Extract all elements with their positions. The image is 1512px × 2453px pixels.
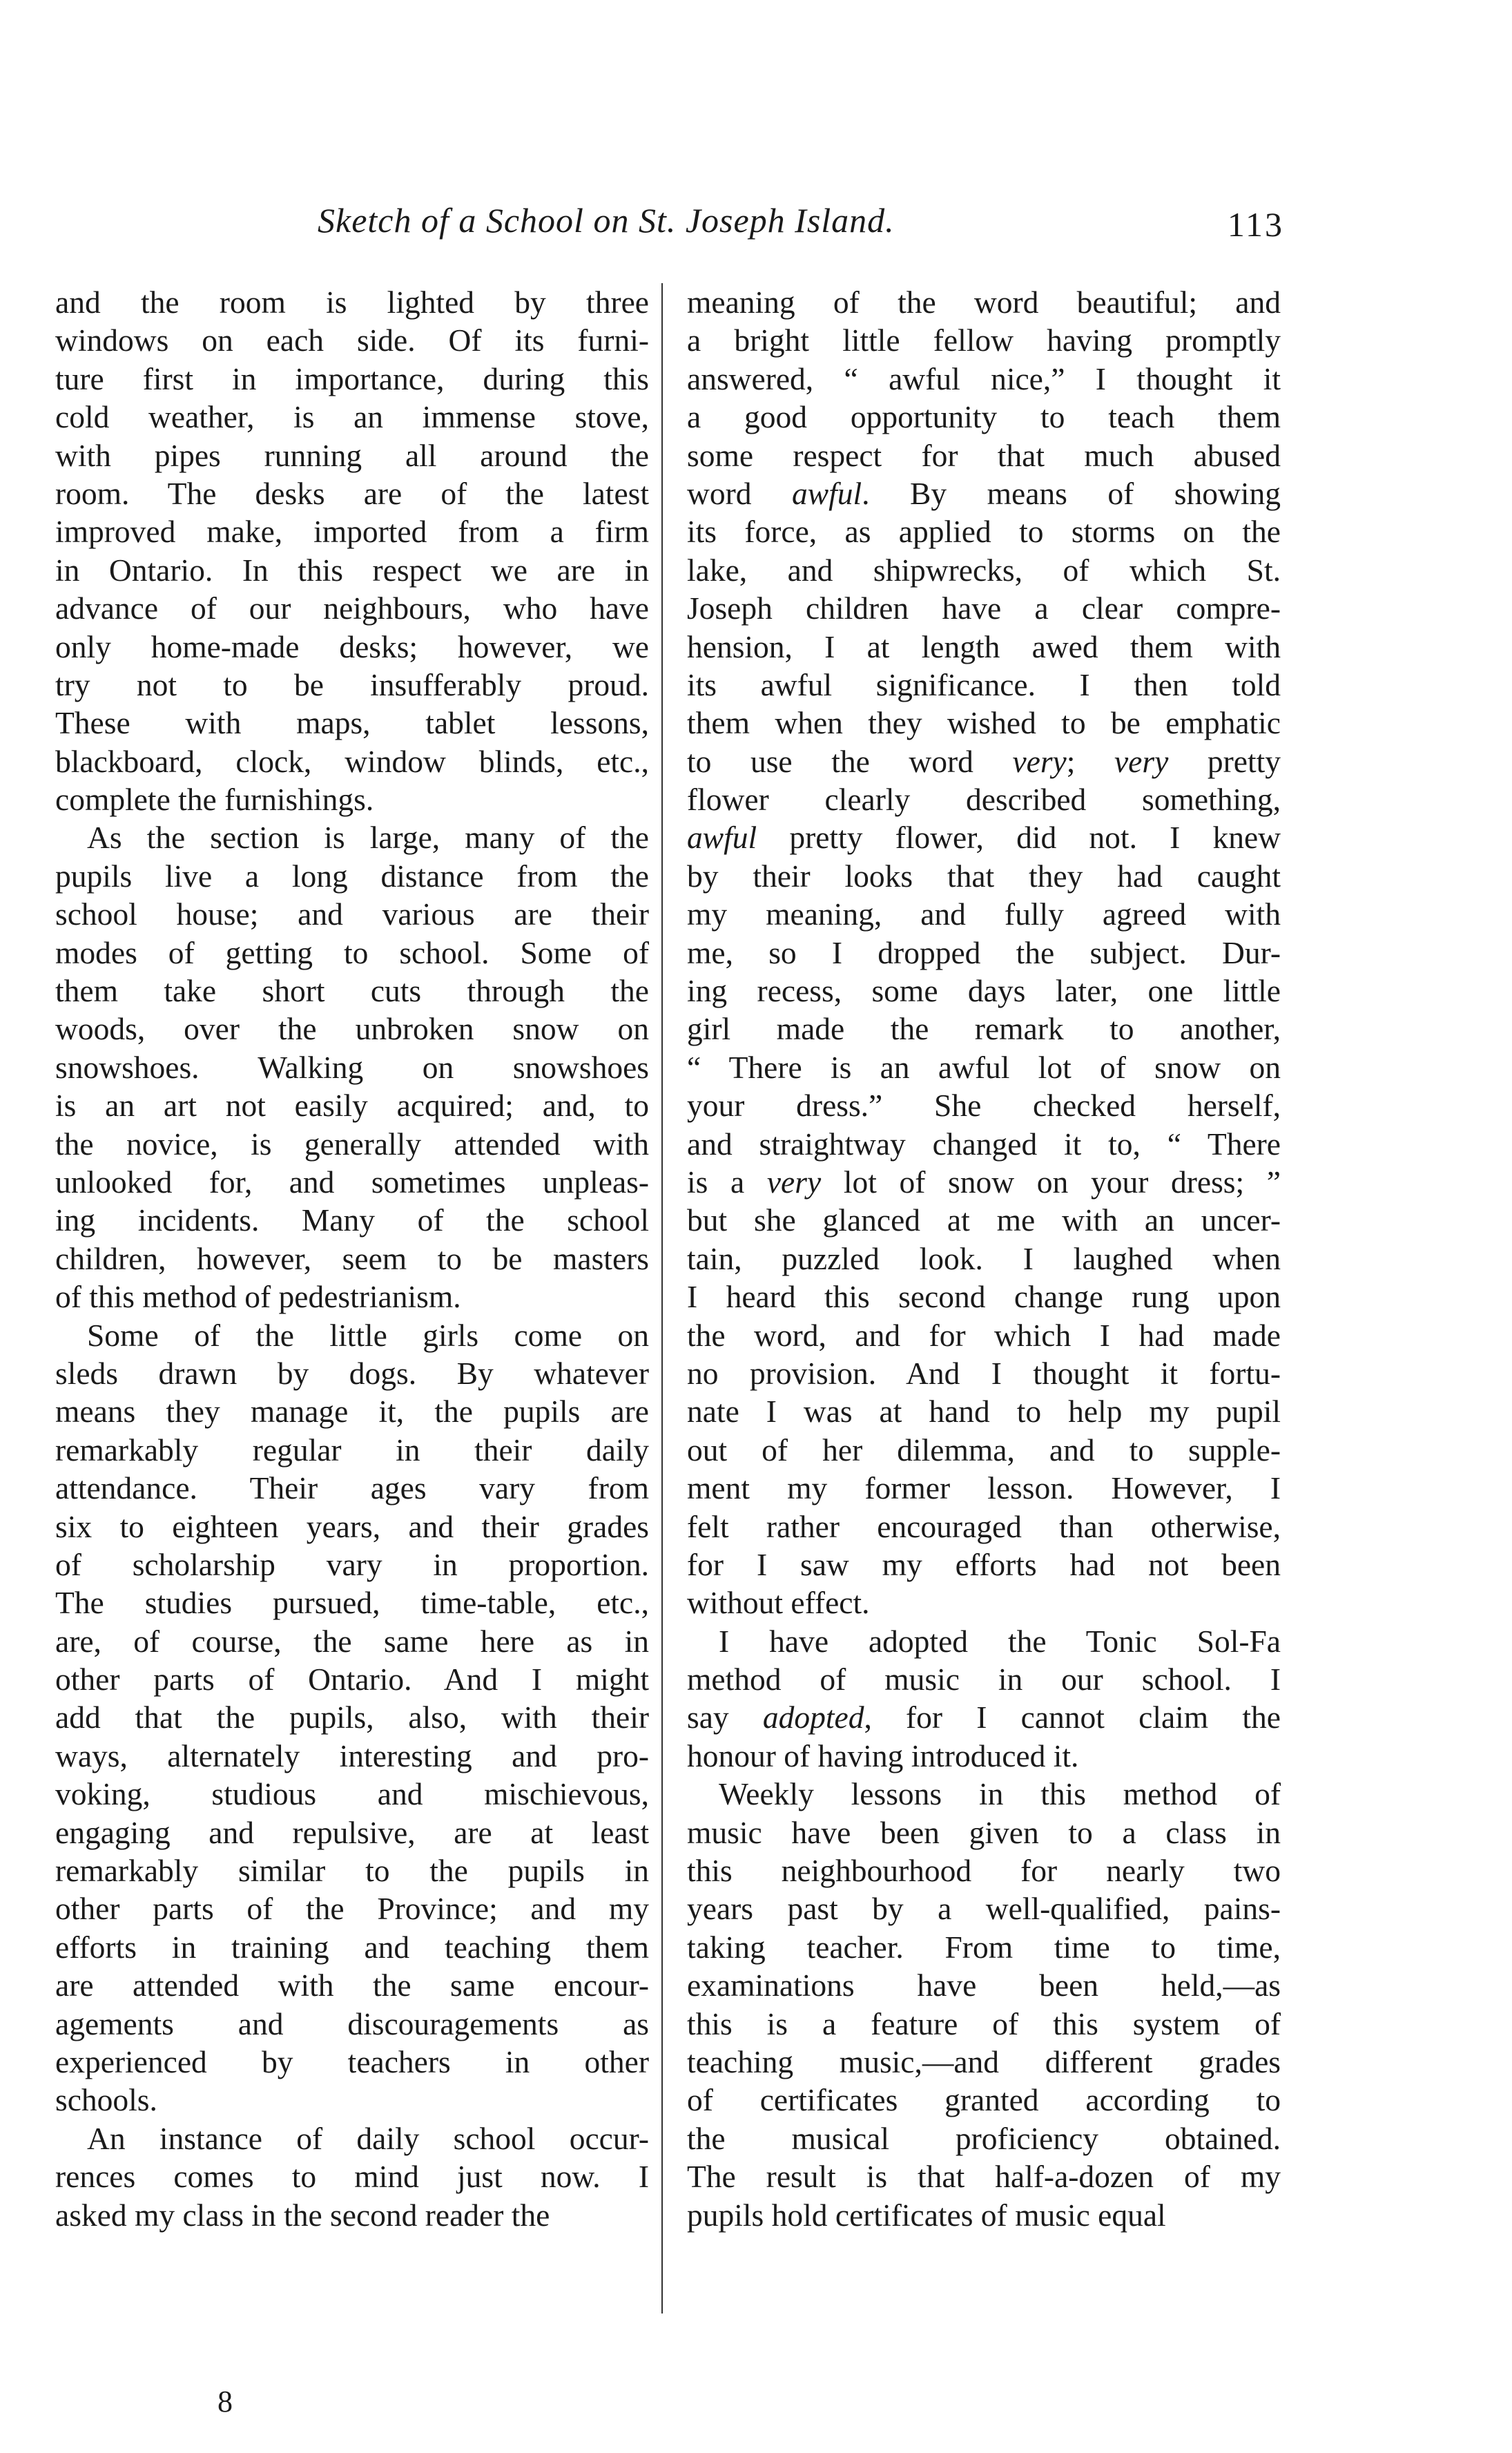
- text-line: of certificates granted according to: [687, 2082, 1281, 2118]
- text-line: An instance of daily school occur-: [87, 2120, 649, 2156]
- text-line: honour of having introduced it.: [687, 1738, 1079, 1773]
- text-line: Joseph children have a clear compre-: [687, 590, 1281, 626]
- text-line: answered, “ awful nice,” I thought it: [687, 360, 1281, 396]
- text-line: improved make, imported from a firm: [55, 514, 649, 550]
- text-line: to use the word very; very pretty: [687, 743, 1281, 779]
- text-line: voking, studious and mischievous,: [55, 1776, 649, 1812]
- text-line: cold weather, is an immense stove,: [55, 399, 649, 435]
- text-line: other parts of Ontario. And I might: [55, 1662, 649, 1697]
- text-line: a good opportunity to teach them: [687, 399, 1281, 435]
- text-line: As the section is large, many of the: [87, 820, 649, 856]
- text-line: six to eighteen years, and their grades: [55, 1508, 649, 1544]
- text-line: its awful significance. I then told: [687, 666, 1281, 702]
- text-line: years past by a well-qualified, pains-: [687, 1891, 1281, 1927]
- text-line: “ There is an awful lot of snow on: [687, 1049, 1281, 1085]
- text-line: means they manage it, the pupils are: [55, 1394, 649, 1430]
- text-line: efforts in training and teaching them: [55, 1929, 649, 1965]
- text-line: the musical proficiency obtained.: [687, 2120, 1281, 2156]
- text-line: awful pretty flower, did not. I knew: [687, 820, 1281, 856]
- text-line: word awful. By means of showing: [687, 475, 1281, 511]
- text-line: flower clearly described something,: [687, 782, 1281, 818]
- text-line: me, so I dropped the subject. Dur-: [687, 934, 1281, 970]
- text-line: the word, and for which I had made: [687, 1317, 1281, 1353]
- text-line: felt rather encouraged than otherwise,: [687, 1508, 1281, 1544]
- text-line: your dress.” She checked herself,: [687, 1088, 1281, 1124]
- text-line: say adopted, for I cannot claim the: [687, 1700, 1281, 1735]
- text-line: them when they wished to be emphatic: [687, 705, 1281, 741]
- text-line: attendance. Their ages vary from: [55, 1470, 649, 1506]
- text-line: rences comes to mind just now. I: [55, 2159, 649, 2195]
- text-line: experienced by teachers in other: [55, 2043, 649, 2079]
- text-line: for I saw my efforts had not been: [687, 1546, 1281, 1582]
- text-line: blackboard, clock, window blinds, etc.,: [55, 743, 649, 779]
- left-text-column: [55, 283, 649, 2234]
- text-line: ture first in importance, during this: [55, 360, 649, 396]
- text-line: examinations have been held,—as: [687, 1968, 1281, 2003]
- text-line: I have adopted the Tonic Sol-Fa: [719, 1623, 1281, 1659]
- text-line: windows on each side. Of its furni-: [55, 323, 649, 358]
- text-line: by their looks that they had caught: [687, 858, 1281, 894]
- running-title: Sketch of a School on St. Joseph Island.: [318, 201, 895, 240]
- text-line: are attended with the same encour-: [55, 1968, 649, 2003]
- text-line: Weekly lessons in this method of: [719, 1776, 1281, 1812]
- signature-mark: 8: [217, 2385, 233, 2418]
- text-line: taking teacher. From time to time,: [687, 1929, 1281, 1965]
- text-line: my meaning, and fully agreed with: [687, 896, 1281, 932]
- column-divider: [661, 283, 663, 2313]
- text-line: are, of course, the same here as in: [55, 1623, 649, 1659]
- text-line: ing incidents. Many of the school: [55, 1202, 649, 1238]
- page-number: 113: [1227, 205, 1284, 244]
- text-line: remarkably similar to the pupils in: [55, 1853, 649, 1889]
- text-line: children, however, seem to be masters: [55, 1240, 649, 1276]
- text-line: the novice, is generally attended with: [55, 1126, 649, 1162]
- text-line: pupils hold certificates of music equal: [687, 2197, 1166, 2233]
- text-line: girl made the remark to another,: [687, 1011, 1281, 1047]
- text-line: with pipes running all around the: [55, 437, 649, 473]
- text-line: agements and discouragements as: [55, 2005, 649, 2041]
- text-line: nate I was at hand to help my pupil: [687, 1394, 1281, 1430]
- text-line: and straightway changed it to, “ There: [687, 1126, 1281, 1162]
- text-line: lake, and shipwrecks, of which St.: [687, 552, 1281, 588]
- text-line: this is a feature of this system of: [687, 2005, 1281, 2041]
- text-line: tain, puzzled look. I laughed when: [687, 1240, 1281, 1276]
- text-line: no provision. And I thought it fortu-: [687, 1355, 1281, 1391]
- text-line: in Ontario. In this respect we are in: [55, 552, 649, 588]
- text-line: Some of the little girls come on: [87, 1317, 649, 1353]
- text-line: sleds drawn by dogs. By whatever: [55, 1355, 649, 1391]
- text-line: snowshoes. Walking on snowshoes: [55, 1049, 649, 1085]
- text-line: school house; and various are their: [55, 896, 649, 932]
- text-line: woods, over the unbroken snow on: [55, 1011, 649, 1047]
- running-header: [180, 200, 1284, 262]
- text-line: The studies pursued, time-table, etc.,: [55, 1585, 649, 1621]
- text-line: meaning of the word beautiful; and: [687, 285, 1281, 320]
- text-line: ways, alternately interesting and pro-: [55, 1738, 649, 1773]
- text-line: unlooked for, and sometimes unpleas-: [55, 1164, 649, 1200]
- text-line: pupils live a long distance from the: [55, 858, 649, 894]
- text-line: room. The desks are of the latest: [55, 475, 649, 511]
- text-line: some respect for that much abused: [687, 437, 1281, 473]
- text-line: The result is that half-a-dozen of my: [687, 2159, 1281, 2195]
- text-line: of this method of pedestrianism.: [55, 1279, 461, 1315]
- text-line: ing recess, some days later, one little: [687, 973, 1281, 1009]
- text-line: teaching music,—and different grades: [687, 2043, 1281, 2079]
- text-line: its force, as applied to storms on the: [687, 514, 1281, 550]
- text-line: but she glanced at me with an uncer-: [687, 1202, 1281, 1238]
- text-line: only home-made desks; however, we: [55, 628, 649, 664]
- text-line: try not to be insufferably proud.: [55, 666, 649, 702]
- text-line: other parts of the Province; and my: [55, 1891, 649, 1927]
- text-line: schools.: [55, 2082, 157, 2118]
- text-line: add that the pupils, also, with their: [55, 1700, 649, 1735]
- text-line: remarkably regular in their daily: [55, 1432, 649, 1468]
- text-line: out of her dilemma, and to supple-: [687, 1432, 1281, 1468]
- text-line: is a very lot of snow on your dress; ”: [687, 1164, 1281, 1200]
- text-line: modes of getting to school. Some of: [55, 934, 649, 970]
- text-line: These with maps, tablet lessons,: [55, 705, 649, 741]
- text-line: them take short cuts through the: [55, 973, 649, 1009]
- text-line: and the room is lighted by three: [55, 285, 649, 320]
- right-text-column: [687, 283, 1281, 2234]
- text-line: engaging and repulsive, are at least: [55, 1814, 649, 1850]
- text-line: music have been given to a class in: [687, 1814, 1281, 1850]
- text-line: advance of our neighbours, who have: [55, 590, 649, 626]
- text-line: method of music in our school. I: [687, 1662, 1281, 1697]
- text-line: a bright little fellow having promptly: [687, 323, 1281, 358]
- text-line: is an art not easily acquired; and, to: [55, 1088, 649, 1124]
- text-line: I heard this second change rung upon: [687, 1279, 1281, 1315]
- text-line: this neighbourhood for nearly two: [687, 1853, 1281, 1889]
- text-line: of scholarship vary in proportion.: [55, 1546, 649, 1582]
- text-line: ment my former lesson. However, I: [687, 1470, 1281, 1506]
- text-line: complete the furnishings.: [55, 782, 374, 818]
- text-line: hension, I at length awed them with: [687, 628, 1281, 664]
- text-line: without effect.: [687, 1585, 870, 1621]
- text-line: asked my class in the second reader the: [55, 2197, 550, 2233]
